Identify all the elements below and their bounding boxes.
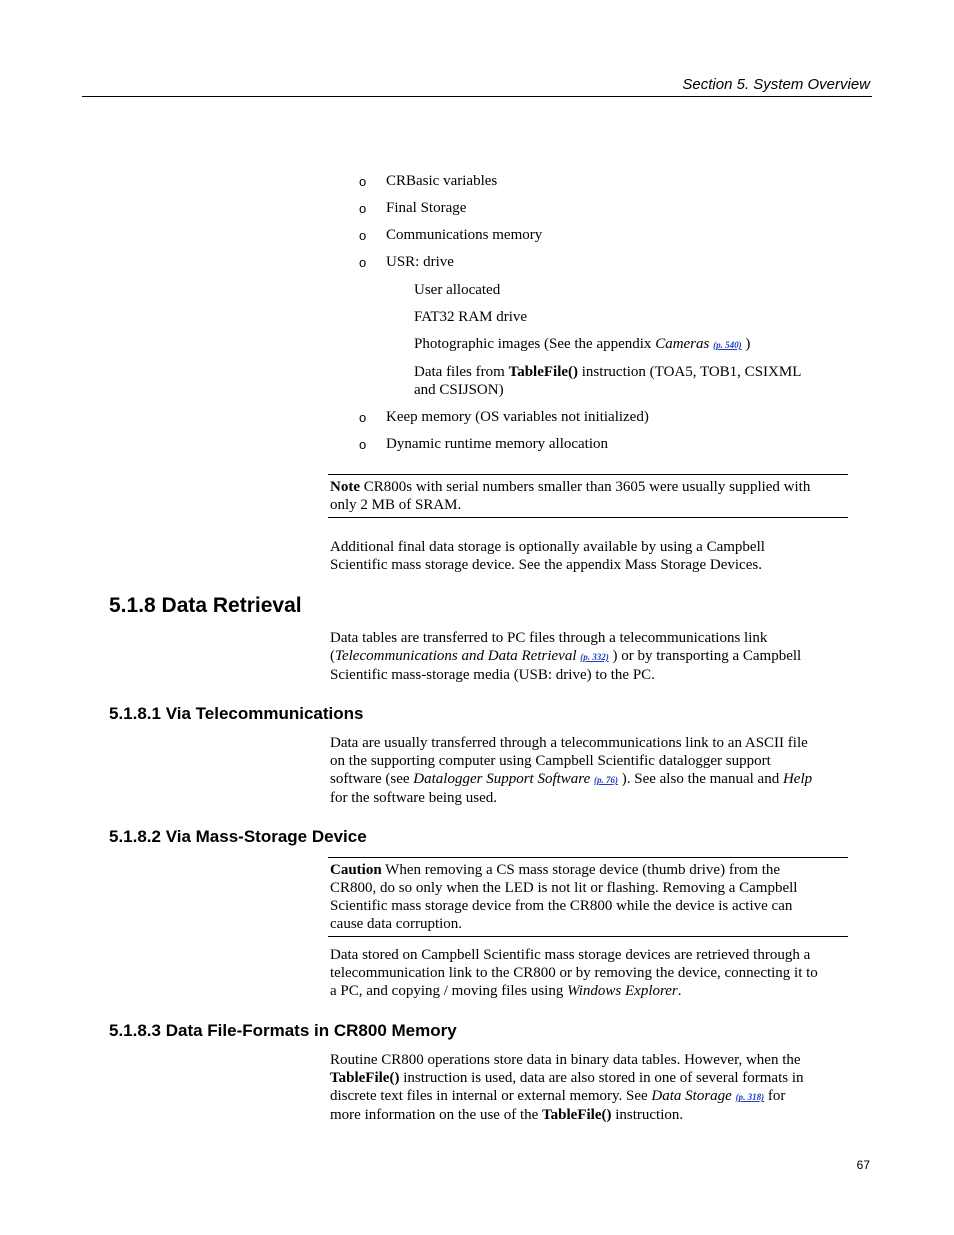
- list-item: Keep memory (OS variables not initialized): [386, 409, 649, 425]
- caution-box: [330, 861, 845, 933]
- mass-storage-paragraph: [330, 946, 850, 1000]
- paragraph-text: a PC, and copying / moving files using: [330, 983, 568, 999]
- list-item: Dynamic runtime memory allocation: [386, 436, 609, 452]
- note-box: [330, 478, 840, 514]
- running-header: Section 5. System Overview: [682, 76, 870, 93]
- paragraph-text: discrete text files in internal or external memory. See: [330, 1088, 652, 1104]
- list-item: Communications memory: [386, 227, 543, 243]
- paragraph-line: Data stored on Campbell Scientific mass storage devices are retrieved through a: [330, 947, 811, 963]
- paragraph-line: Routine CR800 operations store data in binary data tables. However, when the: [330, 1052, 801, 1068]
- paragraph-line: telecommunication link to the CR800 or by removing the device, connecting it to: [330, 965, 818, 981]
- cameras-link[interactable]: Cameras: [655, 336, 710, 352]
- telecom-page-ref[interactable]: (p. 332): [580, 652, 609, 662]
- sub-list-item: User allocated: [414, 282, 501, 298]
- tablefile-instruction: TableFile(): [330, 1070, 400, 1086]
- telecom-link[interactable]: Telecommunications and Data Retrieval: [335, 648, 577, 664]
- header-rule: [82, 96, 872, 97]
- file-formats-paragraph: [330, 1051, 850, 1124]
- support-software-page-ref[interactable]: (p. 76): [594, 775, 618, 785]
- data-storage-link[interactable]: Data Storage: [651, 1088, 732, 1104]
- datafiles-text-line2: and CSIJSON): [414, 382, 504, 398]
- caution-text: CR800, do so only when the LED is not lit or flashing. Removing a Campbell: [330, 880, 798, 896]
- note-bottom-rule: [328, 517, 848, 518]
- paragraph-line: Data are usually transferred through a telecommunications link to an ASCII file: [330, 735, 808, 751]
- caution-text: cause data corruption.: [330, 916, 463, 932]
- paragraph-line: for the software being used.: [330, 790, 498, 806]
- paragraph-line: Data tables are transferred to PC files through a telecommunications link: [330, 630, 768, 646]
- data-storage-page-ref[interactable]: (p. 318): [735, 1092, 765, 1102]
- paragraph-line: Scientific mass-storage media (USB: drive) to the PC.: [330, 667, 655, 683]
- note-label: Note: [330, 479, 360, 495]
- bullet-icon: o: [359, 228, 367, 243]
- paragraph-line: Additional final data storage is optionally available by using a Campbell: [330, 539, 765, 555]
- paragraph-text: ). See also the manual and: [618, 771, 783, 787]
- paragraph-line: on the supporting computer using Campbell Scientific datalogger support: [330, 753, 771, 769]
- note-text: CR800s with serial numbers smaller than 3605 were usually supplied with: [360, 479, 811, 495]
- bullet-icon: o: [359, 201, 367, 216]
- via-telecom-paragraph: [330, 734, 850, 807]
- photo-text-end: ): [741, 336, 751, 352]
- caution-label: Caution: [330, 862, 382, 878]
- bullet-icon: o: [359, 410, 367, 425]
- bullet-icon: o: [359, 437, 367, 452]
- support-software-link[interactable]: Datalogger Support Software: [413, 771, 591, 787]
- paragraph-text: instruction.: [611, 1107, 684, 1123]
- sub-list-item: [414, 363, 844, 399]
- bullet-icon: o: [359, 255, 367, 270]
- bullet-icon: o: [359, 174, 367, 189]
- heading-data-retrieval: 5.1.8 Data Retrieval: [109, 594, 302, 617]
- caution-top-rule: [328, 857, 848, 858]
- caution-text: When removing a CS mass storage device (thumb drive) from the: [381, 862, 781, 878]
- list-item: Final Storage: [386, 200, 467, 216]
- photo-text: Photographic images (See the appendix: [414, 336, 656, 352]
- page-number: 67: [856, 1158, 870, 1172]
- caution-text: Scientific mass storage device from the CR800 while the device is active can: [330, 898, 793, 914]
- paragraph-text: .: [677, 983, 682, 999]
- sub-list-item: [414, 335, 844, 354]
- cameras-page-ref[interactable]: (p. 540): [713, 340, 742, 350]
- tablefile-instruction: TableFile(): [542, 1107, 612, 1123]
- list-item: CRBasic variables: [386, 173, 498, 189]
- additional-storage-paragraph: [330, 538, 845, 574]
- windows-explorer-text: Windows Explorer: [567, 983, 678, 999]
- sub-list-item: FAT32 RAM drive: [414, 309, 528, 325]
- note-text-line2: only 2 MB of SRAM.: [330, 497, 462, 513]
- heading-file-formats: 5.1.8.3 Data File-Formats in CR800 Memory: [109, 1021, 457, 1040]
- paragraph-text: ) or by transporting a Campbell: [608, 648, 802, 664]
- caution-bottom-rule: [328, 936, 848, 937]
- help-text: Help: [782, 771, 813, 787]
- paragraph-line: Scientific mass storage device. See the appendix Mass Storage Devices.: [330, 557, 762, 573]
- data-retrieval-paragraph: [330, 629, 845, 684]
- heading-via-mass-storage: 5.1.8.2 Via Mass-Storage Device: [109, 827, 367, 846]
- list-item: USR: drive: [386, 254, 454, 270]
- datafiles-text-end: instruction (TOA5, TOB1, CSIXML: [578, 364, 802, 380]
- paragraph-text: software (see: [330, 771, 414, 787]
- tablefile-instruction: TableFile(): [508, 364, 579, 380]
- note-top-rule: [328, 474, 848, 475]
- datafiles-text: Data files from: [414, 364, 509, 380]
- paragraph-text: for: [764, 1088, 786, 1104]
- heading-via-telecommunications: 5.1.8.1 Via Telecommunications: [109, 704, 364, 723]
- paragraph-text: instruction is used, data are also stored in one of several formats in: [399, 1070, 804, 1086]
- paragraph-text: more information on the use of the: [330, 1107, 543, 1123]
- paragraph-text: (: [330, 648, 335, 664]
